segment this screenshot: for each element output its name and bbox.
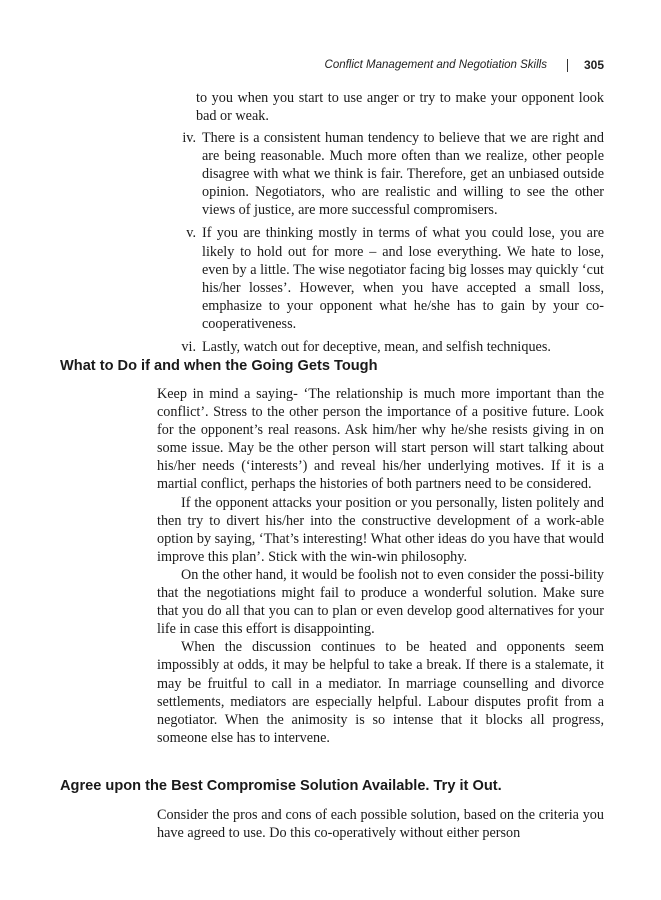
list-item-text: There is a consistent human tendency to believe that we are right and are being reasonable. Much more often than we realize, other people disagree with what we think is fair. Therefore, get an unbiased outside opinion. Negotiators, who are realistic and willing to see the other views of justice, are more successful compromisers. xyxy=(202,130,604,219)
paragraph: Consider the pros and cons of each possible solution, based on the criteria you have agreed to use. Do this co-operatively without either person xyxy=(157,807,604,842)
list-item-text: If you are thinking mostly in terms of what you could lose, you are likely to hold out for more – and lose everything. We hate to lose, even by a little. The wise negotiator facing big losses may quickly ‘cut his/her losses’. However, when you have accepted a small loss, emphasize to your opponent what he/she has to gain by your co-cooperativeness. xyxy=(202,225,604,332)
paragraph: Keep in mind a saying- ‘The relationship is much more important than the conflict’. Stress to the other person the importance of a positive future. Look for the opponent’s real reasons. Ask him/her why he/she resists giving in on some issue. May be the other person will start person will start talking about his/her needs (‘interests’) and reveal his/her underlying motives. If it is a martial conflict, perhaps the histories of both partners need to be considered. xyxy=(157,386,604,493)
list-item-number: v. xyxy=(186,225,196,242)
list-item-number: vi. xyxy=(181,339,196,356)
running-title: Conflict Management and Negotiation Skills xyxy=(324,59,547,71)
continued-list-text xyxy=(196,89,604,125)
continuation-paragraph: to you when you start to use anger or try to make your opponent look bad or weak. xyxy=(196,90,604,125)
roman-numeral-list xyxy=(158,129,604,361)
section-body-best-compromise xyxy=(157,806,604,842)
section-body-going-gets-tough xyxy=(157,385,604,747)
page-number: 305 xyxy=(583,58,604,72)
list-item xyxy=(158,338,604,356)
list-item xyxy=(158,129,604,219)
header-divider xyxy=(567,59,568,72)
list-item-number: iv. xyxy=(182,130,196,146)
list-item-text: Lastly, watch out for deceptive, mean, and selfish techniques. xyxy=(202,339,551,356)
running-header xyxy=(325,58,604,72)
paragraph: On the other hand, it would be foolish not to even consider the possi-bility that the negotiations might fail to produce a wonderful solution. Make sure that you do all that you can to plan or even develop good alternatives for your life in case this effort is disappointing. xyxy=(157,566,604,638)
paragraph: If the opponent attacks your position or you personally, listen politely and then try to divert his/her into the constructive development of a work-able option by saying, ‘That’s interesting! What other ideas do you have that would improve this plan’. Stick with the win-win philosophy. xyxy=(157,494,604,565)
section-heading-going-gets-tough: What to Do if and when the Going Gets Tough xyxy=(60,358,378,374)
list-item xyxy=(158,224,604,333)
paragraph: When the discussion continues to be heated and opponents seem impossibly at odds, it may be helpful to take a break. If there is a stalemate, it may be fruitful to call in a mediator. In marriage counselling and divorce settlements, mediators are especially helpful. Labour disputes profit from a negotiator. When the animosity is so intense that it blocks all progress, someone else has to intervene. xyxy=(157,639,604,746)
section-heading-best-compromise: Agree upon the Best Compromise Solution Available. Try it Out. xyxy=(60,778,502,794)
